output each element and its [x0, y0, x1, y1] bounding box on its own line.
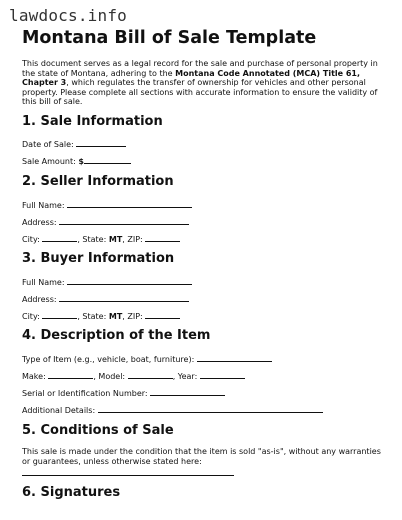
section-heading-seller: 2. Seller Information [22, 174, 174, 189]
buyer-name-label: Full Name: [22, 278, 65, 287]
additional-details-field[interactable] [98, 404, 323, 413]
seller-address-field[interactable] [59, 216, 189, 225]
buyer-name-field[interactable] [67, 276, 192, 285]
serial-number-field[interactable] [150, 387, 225, 396]
date-of-sale-field[interactable] [76, 138, 126, 147]
section-heading-buyer: 3. Buyer Information [22, 251, 175, 266]
buyer-name-row [22, 276, 192, 288]
intro-text-1: This document serves as a legal record for the sale and purchase of personal property in the state of Montana, adhering to the [22, 59, 378, 78]
buyer-address-field[interactable] [59, 293, 189, 302]
conditions-field[interactable] [22, 467, 234, 476]
model-label: , Model: [93, 372, 126, 381]
make-label: Make: [22, 372, 46, 381]
make-field[interactable] [48, 370, 93, 379]
buyer-city-field[interactable] [42, 310, 77, 319]
section-heading-item: 4. Description of the Item [22, 328, 211, 343]
buyer-zip-field[interactable] [145, 310, 180, 319]
intro-law-reference: Montana Code Annotated (MCA) Title 61, Chapter 3 [22, 68, 361, 88]
additional-details-row [22, 404, 323, 416]
seller-state-value: MT [108, 235, 123, 244]
sale-amount-field[interactable] [84, 155, 131, 164]
model-field[interactable] [128, 370, 173, 379]
seller-city-label: City: [22, 235, 40, 244]
make-model-year-row [22, 370, 245, 382]
item-type-field[interactable] [197, 353, 272, 362]
buyer-address-label: Address: [22, 295, 57, 304]
page-title: Montana Bill of Sale Template [22, 28, 317, 48]
item-type-label: Type of Item (e.g., vehicle, boat, furniture): [22, 355, 195, 364]
additional-details-label: Additional Details: [22, 406, 96, 415]
date-of-sale-label: Date of Sale: [22, 140, 74, 149]
section-heading-signatures: 6. Signatures [22, 485, 121, 500]
buyer-address-row [22, 293, 189, 305]
conditions-text: This sale is made under the condition that the item is sold "as-is", without any warranties or guarantees, unless otherwise stated here: [22, 447, 381, 466]
seller-zip-label: , ZIP: [122, 235, 143, 244]
buyer-city-row [22, 310, 180, 322]
serial-number-label: Serial or Identification Number: [22, 389, 148, 398]
buyer-state-label: , State: [77, 312, 107, 321]
buyer-city-label: City: [22, 312, 40, 321]
intro-paragraph [22, 59, 382, 107]
seller-zip-field[interactable] [145, 233, 180, 242]
intro-text-2: , which regulates the transfer of ownership for vehicles and other personal property. Please complete all sections with accurate information to ensure the validity of this bill of sale. [22, 78, 378, 107]
sale-amount-label: Sale Amount: [22, 157, 76, 166]
section-heading-sale: 1. Sale Information [22, 114, 163, 129]
seller-address-label: Address: [22, 218, 57, 227]
sale-amount-row [22, 155, 131, 167]
date-of-sale-row [22, 138, 126, 150]
section-heading-conditions: 5. Conditions of Sale [22, 423, 174, 438]
serial-number-row [22, 387, 225, 399]
seller-address-row [22, 216, 189, 228]
conditions-blank-row [22, 467, 234, 479]
seller-name-row [22, 199, 192, 211]
seller-city-row [22, 233, 180, 245]
seller-city-field[interactable] [42, 233, 77, 242]
currency-symbol: $ [78, 157, 84, 166]
year-label: , Year: [172, 372, 198, 381]
site-watermark: lawdocs.info [9, 6, 127, 25]
seller-state-label: , State: [77, 235, 107, 244]
seller-name-label: Full Name: [22, 201, 65, 210]
year-field[interactable] [200, 370, 245, 379]
buyer-state-value: MT [108, 312, 123, 321]
item-type-row [22, 353, 272, 365]
buyer-zip-label: , ZIP: [122, 312, 143, 321]
seller-name-field[interactable] [67, 199, 192, 208]
